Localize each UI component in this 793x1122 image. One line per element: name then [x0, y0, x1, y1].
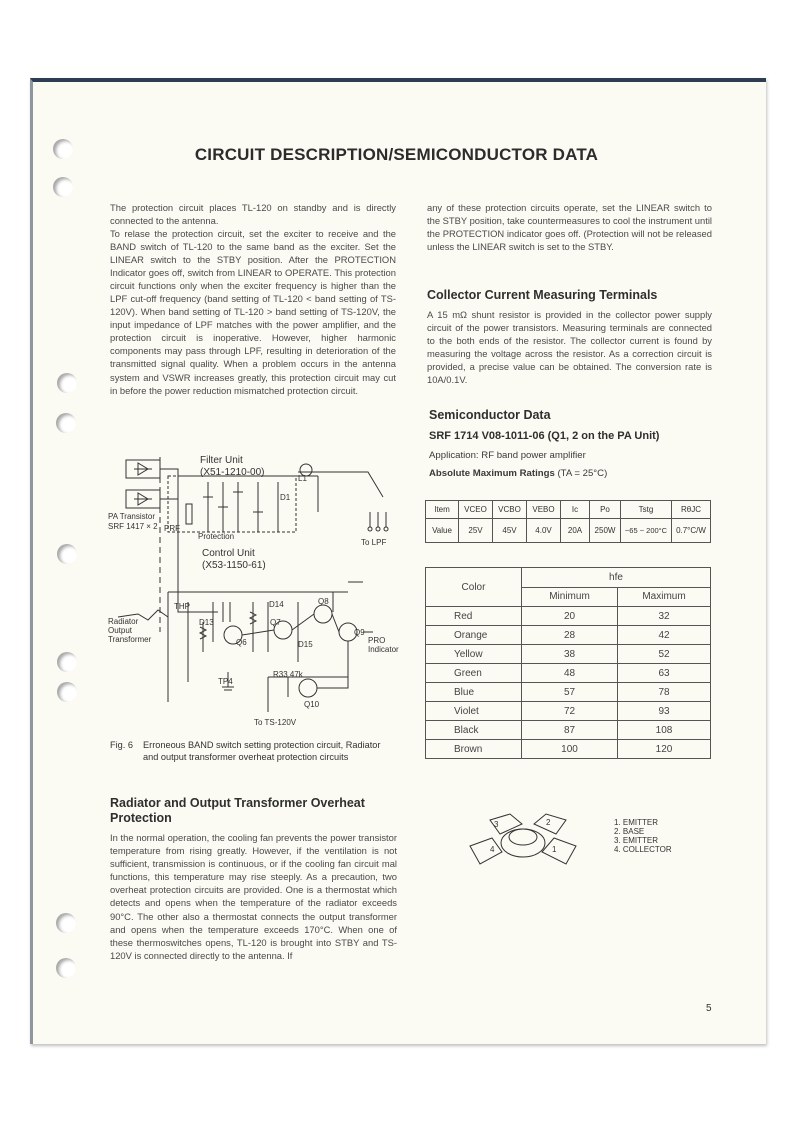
ratings-header-row — [426, 501, 711, 519]
package-pin-3: 3 — [494, 820, 499, 829]
binder-hole — [53, 177, 73, 197]
continued-text: any of these protection circuits operate, set the LINEAR switch to the STBY position, take countermeasures to cool the instrument until the PROTECTION indicator goes off. (Protection will not be released unless the LINEAR switch is set to the STBY. — [427, 202, 712, 253]
hfe-max: 78 — [618, 683, 711, 702]
d14-label: D14 — [269, 600, 284, 609]
ratings-value: 4.0V — [527, 519, 561, 543]
pa-transistor-part: SRF 1417 × 2 — [108, 522, 158, 531]
pa-transistor-label: PA Transistor — [108, 512, 155, 521]
to-lpf-label: To LPF — [361, 538, 387, 547]
hfe-color: Red — [426, 607, 522, 626]
protection-release-text: To relase the protection circuit, set the exciter to receive and the BAND switch of TL-120 to the same band as the exciter. Set the LINEAR switch to the STBY position. After the PROTECTION Indicator goes off, switch from LINEAR to OPERATE. This protection circuit functions only when the exciter frequency is higher than the LPF cut-off frequency (band setting of TL-120 < band setting of TS-120V). When band setting of TL-120 > band setting of TS-120V, the input impedance of LPF matches with the power amplifier, and the protection circuit is inoperative. However, higher harmonic components may pass through LPF, resulting in deterioration of the transmitted signal quality. When a problem occurs in the antenna system and VSWR increases greatly, this protection circuit may cut in before the power reduction mismatched protection circuit. — [110, 228, 396, 396]
package-pin-4: 4 — [490, 845, 495, 854]
binder-hole — [57, 373, 77, 393]
ratings-value: 250W — [590, 519, 621, 543]
hfe-row — [426, 626, 711, 645]
ratings-value: 20A — [561, 519, 590, 543]
collector-text: A 15 mΩ shunt resistor is provided in the collector power supply circuit of the power transistors. Measuring terminals are connected to the both ends of the resistor. The collector current is found by measuring the voltage across the resistor. As a correction circuit is provided, a precise value can be obtained. The conversion rate is 10A/0.1V. — [427, 309, 712, 386]
binder-hole — [56, 413, 76, 433]
hfe-color-header: Color — [426, 568, 522, 607]
pin-item: 4. COLLECTOR — [614, 845, 672, 854]
hfe-row — [426, 607, 711, 626]
figure-caption-text: Erroneous BAND switch setting protection circuit, Radiator and output transformer overheat protection circuits — [143, 740, 381, 762]
ratings-value-row — [426, 519, 711, 543]
control-unit-label: Control Unit — [202, 548, 255, 559]
hfe-color: Black — [426, 721, 522, 740]
absolute-max-label: Absolute Maximum Ratings — [429, 468, 555, 479]
prf-label: PRF — [164, 524, 180, 533]
d13-label: D13 — [199, 618, 214, 627]
ratings-value: −65 ~ 200°C — [621, 519, 672, 543]
hfe-min: 38 — [522, 645, 618, 664]
transistor-package-svg — [462, 812, 582, 872]
hfe-min: 87 — [522, 721, 618, 740]
protection-label: Protection — [198, 532, 235, 541]
semiconductor-heading: Semiconductor Data — [429, 408, 551, 422]
ratings-value: 25V — [459, 519, 493, 543]
hfe-color: Green — [426, 664, 522, 683]
hfe-row — [426, 702, 711, 721]
tp4-label: TP4 — [218, 677, 233, 686]
schematic-figure — [108, 452, 408, 732]
schematic-drawing — [108, 452, 408, 732]
hfe-min: 100 — [522, 740, 618, 759]
pin-item: 2. BASE — [614, 827, 645, 836]
radiator-output-transformer-label: Radiator Output Transformer — [108, 617, 152, 644]
to-ts120v-label: To TS-120V — [254, 718, 297, 727]
q7-label: Q7 — [270, 618, 281, 627]
protection-intro-text: The protection circuit places TL-120 on standby and is directly connected to the antenna. — [110, 202, 396, 227]
hfe-row — [426, 683, 711, 702]
thp-label: THP — [174, 602, 190, 611]
hfe-max: 52 — [618, 645, 711, 664]
ratings-header: RθJC — [672, 501, 711, 519]
binder-hole — [57, 682, 77, 702]
hfe-row — [426, 721, 711, 740]
hfe-color: Violet — [426, 702, 522, 721]
page-number: 5 — [706, 1003, 712, 1014]
ratings-row-label: Value — [426, 519, 459, 543]
l1-label: L1 — [298, 474, 307, 483]
binder-hole — [56, 913, 76, 933]
q10-label: Q10 — [304, 700, 320, 709]
hfe-max: 93 — [618, 702, 711, 721]
q9-label: Q9 — [354, 628, 365, 637]
hfe-row — [426, 740, 711, 759]
pro-indicator-label: PRO Indicator — [368, 636, 399, 654]
hfe-color: Orange — [426, 626, 522, 645]
hfe-header: hfe — [522, 568, 711, 588]
absolute-max-line — [429, 468, 607, 479]
ratings-table — [425, 500, 711, 543]
hfe-max: 63 — [618, 664, 711, 683]
ratings-header: Po — [590, 501, 621, 519]
q8-label: Q8 — [318, 597, 329, 606]
pin-list — [614, 818, 672, 854]
hfe-min: 57 — [522, 683, 618, 702]
ratings-header: Tstg — [621, 501, 672, 519]
control-unit-code: (X53-1150-61) — [202, 560, 266, 571]
binder-hole — [56, 958, 76, 978]
hfe-color: Blue — [426, 683, 522, 702]
binder-hole — [57, 652, 77, 672]
package-pin-2: 2 — [546, 818, 551, 827]
srf-heading: SRF 1714 V08-1011-06 (Q1, 2 on the PA Unit) — [429, 430, 660, 442]
hfe-table — [425, 567, 711, 759]
hfe-max: 32 — [618, 607, 711, 626]
pin-item: 3. EMITTER — [614, 836, 659, 845]
hfe-color: Brown — [426, 740, 522, 759]
package-pin-1: 1 — [552, 845, 557, 854]
pin-item: 1. EMITTER — [614, 818, 659, 827]
ratings-header: Ic — [561, 501, 590, 519]
ratings-value: 0.7°C/W — [672, 519, 711, 543]
application-text: Application: RF band power amplifier — [429, 450, 586, 461]
d1-label: D1 — [280, 493, 291, 502]
ratings-header: VCBO — [493, 501, 527, 519]
binder-hole — [57, 544, 77, 564]
r33-label: R33 47k — [273, 670, 303, 679]
hfe-min: 28 — [522, 626, 618, 645]
q6-label: Q6 — [236, 638, 247, 647]
hfe-max-header: Maximum — [618, 587, 711, 607]
filter-unit-label: Filter Unit — [200, 455, 243, 466]
hfe-max: 108 — [618, 721, 711, 740]
hfe-color: Yellow — [426, 645, 522, 664]
ratings-header: VCEO — [459, 501, 493, 519]
page-title: CIRCUIT DESCRIPTION/SEMICONDUCTOR DATA — [194, 145, 599, 164]
hfe-header-row — [426, 568, 711, 588]
transistor-package-drawing — [462, 812, 582, 872]
absolute-max-condition: (TA = 25°C) — [557, 468, 608, 479]
d15-label: D15 — [298, 640, 313, 649]
hfe-row — [426, 664, 711, 683]
filter-unit-code: (X51-1210-00) — [200, 467, 265, 478]
hfe-max: 42 — [618, 626, 711, 645]
hfe-max: 120 — [618, 740, 711, 759]
hfe-min: 72 — [522, 702, 618, 721]
ratings-header: VEBO — [527, 501, 561, 519]
hfe-min: 48 — [522, 664, 618, 683]
collector-heading: Collector Current Measuring Terminals — [427, 288, 658, 302]
overheat-heading: Radiator and Output Transformer Overheat Protection — [110, 796, 365, 825]
overheat-text: In the normal operation, the cooling fan prevents the power transistor temperature from rising greatly. However, if the ventilation is not sufficient, transmission is continuous, or if the cooling fan circuit mal functions, this temperature may rise steeply. As a precaution, two overheat protection circuits are provided. One is a thermostat which detects and opens when the temperature of the radiator exceeds 90°C. The other also a thermostat connects the output transformer and opens when the temperature exceeds 170°C. When one of these thermoswitches opens, TL-120 is brought into STBY and TS-120V is connected directly to the antenna. If — [110, 832, 397, 961]
hfe-row — [426, 645, 711, 664]
hfe-min-header: Minimum — [522, 587, 618, 607]
hfe-min: 20 — [522, 607, 618, 626]
figure-caption-number: Fig. 6 — [110, 740, 133, 750]
ratings-header: Item — [426, 501, 459, 519]
ratings-value: 45V — [493, 519, 527, 543]
